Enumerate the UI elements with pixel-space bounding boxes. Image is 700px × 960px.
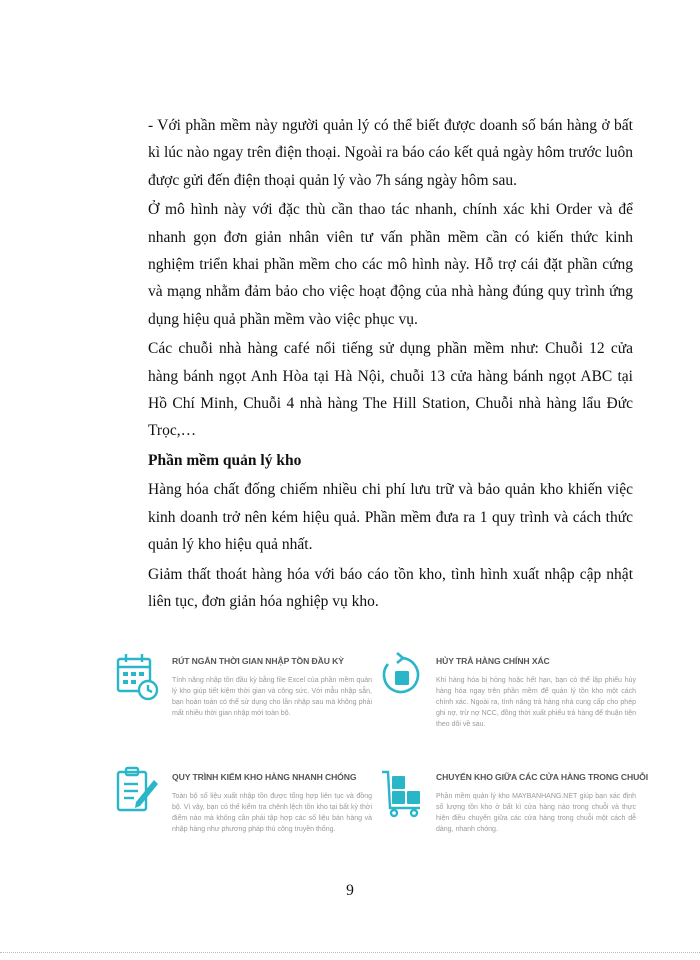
paragraph-2 xyxy=(148,196,633,333)
feature-description: Khi hàng hóa bị hỏng hoặc hết hạn, bạn có thể lập phiếu hủy hàng hóa ngay trên phần mềm để quản lý tồn kho một cách chính xác. Ngoài ra, tính năng trả hàng nhà cung cấp cho phép ghi nợ, trừ nợ NCC, đồng thời xuất phiếu trả hàng để thuận tiện theo dõi về sau. xyxy=(436,677,636,728)
feature-description: Tính năng nhập tồn đầu kỳ bằng file Excel của phần mềm quản lý kho giúp tiết kiệm thời gian và công sức. Với mẫu nhập sẵn, bạn hoàn toàn có thể sử dụng cho lần nhập sau mà không phải mất nhiều thời gian nhập mới toàn bộ. xyxy=(172,677,372,717)
paragraph-3: Các chuỗi nhà hàng café nổi tiếng sử dụng phần mềm như: Chuỗi 12 cửa hàng bánh ngọt Anh Hòa tại Hà Nội, chuỗi 13 cửa hàng bánh ngọt ABC tại Hồ Chí Minh, Chuỗi 4 nhà hàng The Hill Station, Chuỗi nhà hàng lẩu Đức Trọc,… xyxy=(148,340,633,440)
paragraph-2-text: Ở mô hình này với đặc thù cần thao tác nhanh, chính xác khi Order và để nhanh gọn đơn giản nhân viên tư vấn phần mềm cần có kiến thức kinh nghiệm triển khai phần mềm cho các mô hình này. Hỗ trợ cái đặt phần cứng và mạng nhằm đảm bảo cho việc hoạt động của nhà hàng đúng quy trình ứng dụng hiệu quả phần mềm vào việc phục vụ. xyxy=(148,201,633,328)
page-number: 9 xyxy=(346,882,354,899)
document-body xyxy=(148,112,633,617)
feature-infographic xyxy=(108,642,649,868)
feature-title: HỦY TRẢ HÀNG CHÍNH XÁC xyxy=(436,656,550,666)
feature-title: RÚT NGẮN THỜI GIAN NHẬP TỒN ĐẦU KỲ xyxy=(172,656,344,666)
checklist-pen-icon xyxy=(116,766,160,818)
paragraph-4: Hàng hóa chất đống chiếm nhiều chi phí lưu trữ và bảo quản kho khiến việc kinh doanh trở nên kém hiệu quả. Phần mềm đưa ra 1 quy trình và cách thức quản lý kho hiệu quả nhất. xyxy=(148,481,633,554)
feature-title: CHUYỂN KHO GIỮA CÁC CỬA HÀNG TRONG CHUỖI xyxy=(436,772,649,782)
paragraph-1: - Với phần mềm này người quản lý có thể biết được doanh số bán hàng ở bất kì lúc nào ngay trên điện thoại. Ngoài ra báo cáo kết quả ngày hôm trước luôn được gửi đến điện thoại quản lý vào 7h sáng ngày hôm sau. xyxy=(148,117,633,189)
paragraph-5: Giảm thất thoát hàng hóa với báo cáo tồn kho, tình hình xuất nhập cập nhật liên tục, đơn giản hóa nghiệp vụ kho. xyxy=(148,565,633,610)
trolley-boxes-icon xyxy=(380,766,424,818)
section-heading: Phần mềm quản lý kho xyxy=(148,451,302,469)
feature-title: QUY TRÌNH KIỂM KHO HÀNG NHANH CHÓNG xyxy=(172,772,357,782)
page-divider xyxy=(0,952,700,953)
feature-description: Phần mềm quản lý kho MAYBANHANG.NET giúp bạn xác định số lượng tồn kho ở bất kì cửa hàng nào trong chuỗi và thực hiện điều chuyển giữa các cửa hàng trong chuỗi một cách dễ dàng, nhanh chóng. xyxy=(436,793,636,833)
feature-description: Toàn bộ số liệu xuất nhập tồn được tổng hợp liên tục và đồng bộ. Vì vậy, bạn có thể kiểm tra chênh lệch tồn kho tại bất kỳ thời điểm nào mà không cần phải tập hợp các số liệu bán hàng và nhập hàng như phương pháp thủ công truyền thống. xyxy=(172,793,372,833)
return-box-icon xyxy=(380,650,424,702)
calendar-clock-icon xyxy=(116,650,160,702)
